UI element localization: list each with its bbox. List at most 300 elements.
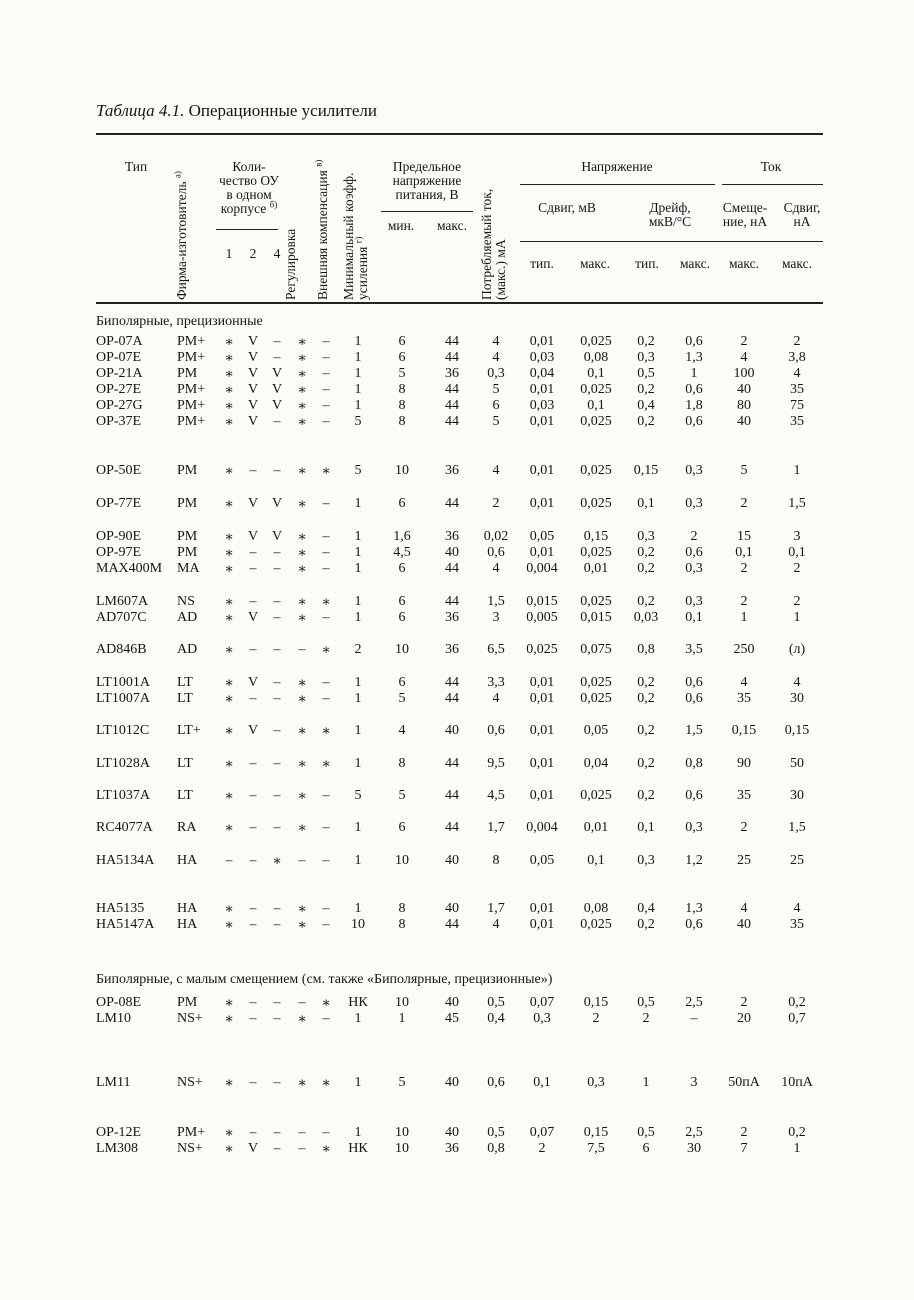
cell-offset-typ: 0,07 (529, 1125, 555, 1140)
cell-trim: ∗ (297, 351, 307, 366)
cell-mingain: 5 (354, 414, 362, 429)
cell-firm: NS+ (177, 1011, 203, 1026)
cell-type: HA5134A (96, 853, 155, 868)
cell-drift-typ: 0,2 (637, 788, 655, 803)
cell-drift-typ: 1 (642, 1075, 650, 1090)
cell-extcomp: – (322, 788, 330, 803)
cell-supply-min: 10 (395, 463, 409, 478)
cell-drift-max: 0,6 (685, 675, 703, 690)
cell-bias-max: 7 (740, 1141, 748, 1156)
cell-extcomp: ∗ (321, 724, 331, 739)
cell-trim: – (298, 1141, 306, 1156)
cell-count-2: – (249, 561, 257, 576)
cell-type: LT1028A (96, 756, 150, 771)
cell-drift-typ: 0,2 (637, 691, 655, 706)
cell-count-1: ∗ (224, 1126, 234, 1141)
cell-drift-typ: 0,5 (637, 366, 655, 381)
cell-offset-max: 0,08 (583, 350, 609, 365)
cell-offset-max: 0,025 (580, 675, 612, 690)
cell-count-2: – (249, 642, 257, 657)
cell-firm: PM (177, 995, 198, 1010)
cell-type: LT1001A (96, 675, 150, 690)
cell-count-2: – (249, 1011, 257, 1026)
cell-count-1: ∗ (224, 1012, 234, 1027)
cell-bias-max: 0,15 (731, 723, 757, 738)
cell-count-2: – (249, 788, 257, 803)
cell-supply-max: 40 (445, 723, 459, 738)
cell-mingain: 1 (354, 691, 362, 706)
cell-mingain: 1 (354, 334, 362, 349)
header-offset-mv: Сдвиг, мВ (538, 200, 596, 215)
header-sub-max1: макс. (579, 256, 611, 271)
cell-supply-max: 44 (445, 917, 459, 932)
cell-trim: – (298, 642, 306, 657)
cell-trim: ∗ (297, 497, 307, 512)
cell-offset-typ: 0,005 (526, 610, 558, 625)
cell-count-4: – (273, 414, 281, 429)
cell-drift-max: 1,5 (685, 723, 703, 738)
cell-drift-typ: 0,2 (637, 545, 655, 560)
cell-drift-max: 1,3 (685, 350, 703, 365)
cell-offset-max: 0,025 (580, 917, 612, 932)
cell-offset-max: 0,05 (583, 723, 609, 738)
header-current: Потребляемый ток, (макс.) мА (479, 188, 508, 300)
cell-count-2: V (247, 675, 259, 690)
cell-extcomp: – (322, 398, 330, 413)
cell-bias-max: 1 (740, 610, 748, 625)
cell-count-1: ∗ (224, 1142, 234, 1157)
cell-type: LM308 (96, 1141, 138, 1156)
cell-count-1: ∗ (224, 676, 234, 691)
cell-supply-min: 6 (398, 350, 406, 365)
cell-firm: LT (177, 788, 193, 803)
cell-count-4: – (273, 594, 281, 609)
cell-drift-typ: 0,2 (637, 414, 655, 429)
cell-extcomp: – (322, 1125, 330, 1140)
cell-type: OP-37E (96, 414, 142, 429)
cell-current: 4 (492, 917, 500, 932)
cell-count-4: – (273, 1141, 281, 1156)
cell-drift-max: 0,3 (685, 496, 703, 511)
cell-offset-typ: 0,01 (529, 545, 555, 560)
cell-ioffset-max: 2 (793, 334, 801, 349)
cell-count-4: V (271, 529, 283, 544)
cell-ioffset-max: 3,8 (788, 350, 806, 365)
cell-supply-min: 4 (398, 723, 406, 738)
cell-count-1: ∗ (224, 757, 234, 772)
cell-supply-min: 8 (398, 382, 406, 397)
cell-supply-max: 36 (445, 529, 459, 544)
cell-count-2: V (247, 610, 259, 625)
cell-bias-max: 2 (740, 334, 748, 349)
cell-trim: ∗ (297, 367, 307, 382)
cell-supply-min: 8 (398, 901, 406, 916)
header-supply: Предельное напряжение питания, В (392, 159, 462, 202)
cell-type: OP-08E (96, 995, 142, 1010)
cell-count-1: ∗ (224, 595, 234, 610)
cell-firm: PM+ (177, 1125, 206, 1140)
cell-extcomp: – (322, 853, 330, 868)
cell-type: LT1007A (96, 691, 150, 706)
cell-current: 4 (492, 463, 500, 478)
cell-bias-max: 90 (737, 756, 751, 771)
cell-firm: PM (177, 529, 198, 544)
cell-drift-max: 3 (690, 1075, 698, 1090)
cell-supply-max: 40 (445, 995, 459, 1010)
cell-firm: PM+ (177, 350, 206, 365)
cell-supply-max: 44 (445, 788, 459, 803)
cell-count-2: – (249, 1075, 257, 1090)
cell-firm: AD (177, 610, 198, 625)
cell-count-1: ∗ (224, 562, 234, 577)
cell-offset-typ: 0,05 (529, 529, 555, 544)
cell-extcomp: ∗ (321, 464, 331, 479)
cell-offset-typ: 0,025 (526, 642, 558, 657)
cell-extcomp: ∗ (321, 595, 331, 610)
cell-bias-max: 4 (740, 675, 748, 690)
table-title (96, 101, 377, 121)
cell-offset-max: 2 (592, 1011, 600, 1026)
cell-drift-typ: 0,4 (637, 398, 655, 413)
cell-ioffset-max: 50 (790, 756, 804, 771)
cell-count-1: ∗ (224, 383, 234, 398)
header-count: Коли- чество ОУ в одном корпусе $^{б)}$ (219, 159, 279, 216)
cell-drift-typ: 0,3 (637, 853, 655, 868)
cell-drift-max: 1,3 (685, 901, 703, 916)
cell-drift-max: 0,3 (685, 561, 703, 576)
cell-trim: ∗ (297, 611, 307, 626)
cell-ioffset-max: 35 (790, 414, 804, 429)
cell-supply-min: 8 (398, 414, 406, 429)
cell-mingain: 10 (351, 917, 365, 932)
cell-ioffset-max: 1 (793, 1141, 801, 1156)
cell-bias-max: 50пА (728, 1075, 760, 1090)
cell-count-4: – (273, 675, 281, 690)
cell-offset-max: 0,075 (580, 642, 612, 657)
cell-supply-min: 1,6 (393, 529, 411, 544)
cell-count-1: ∗ (224, 821, 234, 836)
cell-supply-max: 44 (445, 382, 459, 397)
cell-extcomp: ∗ (321, 757, 331, 772)
cell-current: 0,6 (487, 1075, 505, 1090)
cell-offset-typ: 0,01 (529, 463, 555, 478)
cell-current: 0,4 (487, 1011, 505, 1026)
cell-mingain: 2 (354, 642, 362, 657)
cell-type: OP-27E (96, 382, 142, 397)
cell-drift-typ: 0,1 (637, 496, 655, 511)
cell-ioffset-max: 0,2 (788, 995, 806, 1010)
cell-bias-max: 2 (740, 561, 748, 576)
cell-supply-min: 8 (398, 756, 406, 771)
section-low-bias: Биполярные, с малым смещением (см. также «Биполярные, прецизионные») (96, 972, 553, 987)
header-sub-typ1: тип. (530, 256, 554, 271)
cell-count-4: V (271, 382, 283, 397)
cell-supply-max: 44 (445, 756, 459, 771)
cell-extcomp: – (322, 675, 330, 690)
cell-offset-max: 0,025 (580, 382, 612, 397)
cell-drift-typ: 0,8 (637, 642, 655, 657)
cell-extcomp: – (322, 1011, 330, 1026)
cell-supply-min: 5 (398, 788, 406, 803)
cell-offset-max: 0,025 (580, 691, 612, 706)
cell-drift-max: 0,6 (685, 414, 703, 429)
cell-trim: – (298, 1125, 306, 1140)
cell-mingain: 1 (354, 366, 362, 381)
cell-trim: ∗ (297, 546, 307, 561)
cell-count-2: V (247, 366, 259, 381)
cell-count-4: V (271, 496, 283, 511)
cell-count-1: ∗ (224, 415, 234, 430)
cell-type: AD846B (96, 642, 147, 657)
cell-drift-max: 2 (690, 529, 698, 544)
cell-bias-max: 5 (740, 463, 748, 478)
cell-supply-max: 36 (445, 463, 459, 478)
cell-offset-max: 0,025 (580, 496, 612, 511)
cell-trim: – (298, 995, 306, 1010)
cell-firm: LT+ (177, 723, 201, 738)
cell-drift-typ: 0,2 (637, 334, 655, 349)
cell-count-2: V (247, 350, 259, 365)
cell-offset-typ: 0,01 (529, 788, 555, 803)
cell-extcomp: – (322, 366, 330, 381)
cell-drift-max: 1 (690, 366, 698, 381)
cell-count-1: ∗ (224, 546, 234, 561)
cell-supply-max: 40 (445, 1075, 459, 1090)
cell-ioffset-max: (л) (788, 642, 806, 657)
cell-current: 4 (492, 350, 500, 365)
cell-bias-max: 4 (740, 901, 748, 916)
cell-drift-typ: 0,2 (637, 756, 655, 771)
cell-supply-max: 44 (445, 350, 459, 365)
cell-offset-typ: 0,01 (529, 901, 555, 916)
cell-count-2: – (249, 917, 257, 932)
cell-supply-min: 6 (398, 675, 406, 690)
cell-offset-max: 0,025 (580, 788, 612, 803)
cell-trim: ∗ (297, 724, 307, 739)
cell-trim: ∗ (297, 530, 307, 545)
cell-count-4: – (273, 561, 281, 576)
cell-firm: NS (177, 594, 195, 609)
cell-offset-max: 0,025 (580, 594, 612, 609)
cell-supply-min: 10 (395, 1141, 409, 1156)
cell-trim: ∗ (297, 789, 307, 804)
cell-count-1: ∗ (224, 902, 234, 917)
cell-trim: ∗ (297, 918, 307, 933)
cell-firm: PM (177, 496, 198, 511)
cell-mingain: 1 (354, 382, 362, 397)
header-sub-typ2: тип. (635, 256, 659, 271)
cell-firm: MA (177, 561, 200, 576)
cell-type: LM607A (96, 594, 149, 609)
cell-current: 0,6 (487, 545, 505, 560)
cell-count-4: – (273, 820, 281, 835)
cell-count-2: – (249, 691, 257, 706)
cell-ioffset-max: 35 (790, 917, 804, 932)
cell-bias-max: 2 (740, 496, 748, 511)
cell-type: LM11 (96, 1075, 131, 1090)
cell-supply-max: 44 (445, 496, 459, 511)
cell-bias-max: 250 (733, 642, 755, 657)
cell-current: 2 (492, 496, 500, 511)
header-supply-max: макс. (436, 218, 468, 233)
cell-count-2: V (247, 1141, 259, 1156)
cell-offset-typ: 0,04 (529, 366, 555, 381)
cell-bias-max: 25 (737, 853, 751, 868)
cell-supply-min: 5 (398, 1075, 406, 1090)
cell-drift-max: 1,2 (685, 853, 703, 868)
cell-drift-typ: 0,03 (633, 610, 659, 625)
cell-supply-min: 10 (395, 995, 409, 1010)
cell-current: 6,5 (487, 642, 505, 657)
cell-current: 1,5 (487, 594, 505, 609)
cell-count-1: ∗ (224, 367, 234, 382)
cell-bias-max: 40 (737, 382, 751, 397)
cell-trim: ∗ (297, 757, 307, 772)
cell-count-4: – (273, 350, 281, 365)
cell-supply-max: 44 (445, 594, 459, 609)
cell-count-2: V (247, 382, 259, 397)
cell-drift-typ: 0,1 (637, 820, 655, 835)
cell-count-4: – (273, 788, 281, 803)
header-type: Тип (124, 159, 148, 174)
cell-drift-max: 0,6 (685, 545, 703, 560)
cell-count-2: V (247, 723, 259, 738)
cell-supply-max: 40 (445, 1125, 459, 1140)
cell-ioffset-max: 2 (793, 594, 801, 609)
cell-mingain: 1 (354, 675, 362, 690)
header-supply-min: мин. (387, 218, 415, 233)
cell-current: 3 (492, 610, 500, 625)
cell-count-2: – (249, 853, 257, 868)
cell-offset-max: 0,025 (580, 334, 612, 349)
cell-mingain: 1 (354, 398, 362, 413)
cell-current: 6 (492, 398, 500, 413)
cell-ioffset-max: 3 (793, 529, 801, 544)
cell-trim: ∗ (297, 676, 307, 691)
cell-supply-max: 45 (445, 1011, 459, 1026)
cell-offset-max: 0,15 (583, 995, 609, 1010)
cell-current: 4 (492, 691, 500, 706)
cell-count-4: – (273, 995, 281, 1010)
supply-rule (381, 211, 473, 212)
cell-current: 0,8 (487, 1141, 505, 1156)
cell-extcomp: – (322, 820, 330, 835)
cell-type: HA5135 (96, 901, 145, 916)
cell-drift-typ: 0,4 (637, 901, 655, 916)
cell-count-2: – (249, 545, 257, 560)
cell-count-1: ∗ (224, 692, 234, 707)
cell-offset-typ: 0,3 (533, 1011, 551, 1026)
cell-type: OP-77E (96, 496, 142, 511)
cell-bias-max: 2 (740, 594, 748, 609)
cell-extcomp: – (322, 610, 330, 625)
cell-count-4: – (273, 545, 281, 560)
cell-drift-typ: 0,2 (637, 723, 655, 738)
cell-mingain: 1 (354, 1075, 362, 1090)
cell-supply-min: 10 (395, 1125, 409, 1140)
cell-supply-min: 8 (398, 398, 406, 413)
cell-ioffset-max: 30 (790, 788, 804, 803)
cell-ioffset-max: 75 (790, 398, 804, 413)
cell-offset-max: 0,1 (587, 398, 605, 413)
cell-supply-min: 6 (398, 496, 406, 511)
cell-bias-max: 2 (740, 820, 748, 835)
cell-supply-max: 44 (445, 561, 459, 576)
cell-count-1: ∗ (224, 918, 234, 933)
cell-ioffset-max: 10пА (781, 1075, 813, 1090)
cell-count-1: ∗ (224, 399, 234, 414)
cell-offset-max: 0,1 (587, 366, 605, 381)
cell-count-1: ∗ (224, 996, 234, 1011)
cell-current: 0,5 (487, 1125, 505, 1140)
cell-drift-max: 0,1 (685, 610, 703, 625)
cell-count-2: V (247, 496, 259, 511)
cell-bias-max: 35 (737, 691, 751, 706)
current-group-rule (722, 184, 823, 185)
cell-drift-typ: 0,2 (637, 382, 655, 397)
cell-offset-max: 0,04 (583, 756, 609, 771)
cell-trim: ∗ (297, 821, 307, 836)
cell-offset-max: 0,01 (583, 820, 609, 835)
cell-supply-min: 10 (395, 853, 409, 868)
cell-drift-max: 0,6 (685, 334, 703, 349)
cell-firm: HA (177, 901, 198, 916)
cell-type: LT1012C (96, 723, 150, 738)
cell-mingain: 1 (354, 496, 362, 511)
top-rule (96, 133, 823, 135)
cell-offset-max: 7,5 (587, 1141, 605, 1156)
cell-offset-max: 0,08 (583, 901, 609, 916)
header-bottom-rule (96, 302, 823, 304)
cell-trim: ∗ (297, 415, 307, 430)
cell-extcomp: – (322, 496, 330, 511)
header-extcomp: Внешняя компенсация $^{в)}$ (313, 159, 330, 300)
cell-offset-typ: 0,01 (529, 691, 555, 706)
cell-trim: ∗ (297, 562, 307, 577)
cell-count-4: – (273, 1125, 281, 1140)
cell-supply-max: 44 (445, 820, 459, 835)
cell-firm: PM (177, 463, 198, 478)
cell-ioffset-max: 25 (790, 853, 804, 868)
cell-trim: ∗ (297, 1076, 307, 1091)
cell-current: 0,6 (487, 723, 505, 738)
cell-offset-typ: 0,03 (529, 398, 555, 413)
cell-count-4: – (273, 1011, 281, 1026)
cell-firm: PM (177, 366, 198, 381)
cell-count-2: – (249, 901, 257, 916)
cell-supply-min: 6 (398, 820, 406, 835)
cell-count-4: – (273, 901, 281, 916)
cell-drift-typ: 0,15 (633, 463, 659, 478)
cell-mingain: 5 (354, 463, 362, 478)
cell-count-4: V (271, 398, 283, 413)
cell-count-4: – (273, 756, 281, 771)
cell-offset-typ: 2 (538, 1141, 546, 1156)
cell-firm: LT (177, 675, 193, 690)
cell-offset-typ: 0,015 (526, 594, 558, 609)
cell-count-1: ∗ (224, 530, 234, 545)
cell-current: 4,5 (487, 788, 505, 803)
cell-firm: AD (177, 642, 198, 657)
cell-ioffset-max: 1 (793, 610, 801, 625)
cell-type: OP-27G (96, 398, 143, 413)
cell-offset-typ: 0,03 (529, 350, 555, 365)
cell-count-1: ∗ (224, 464, 234, 479)
cell-current: 4 (492, 334, 500, 349)
cell-drift-max: – (690, 1011, 698, 1026)
cell-count-4: – (273, 463, 281, 478)
table-number: Таблица 4.1. (96, 101, 185, 120)
